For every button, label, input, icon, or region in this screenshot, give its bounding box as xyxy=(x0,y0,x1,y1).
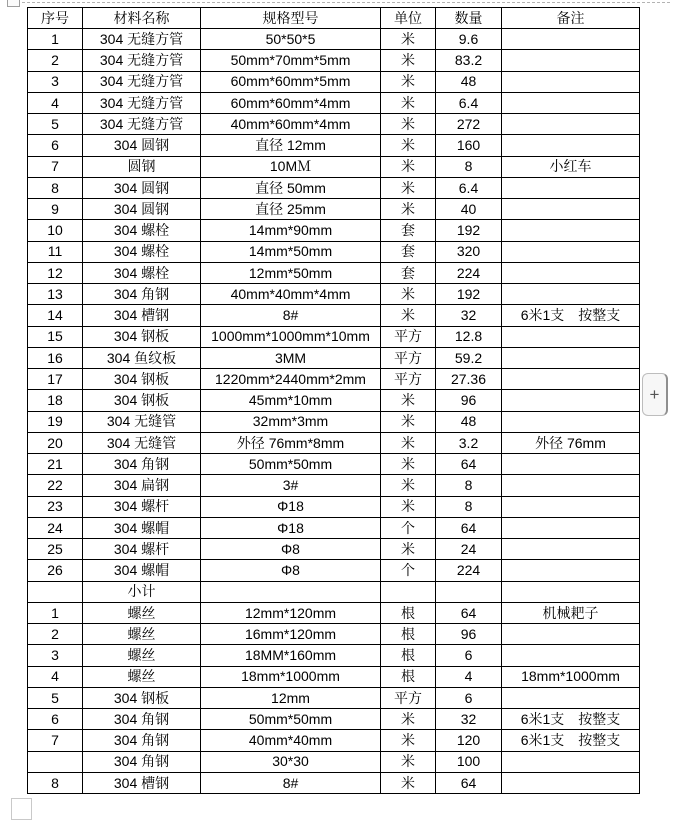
cell[interactable] xyxy=(502,135,640,156)
cell[interactable]: 6.4 xyxy=(436,177,502,198)
cell[interactable]: 24 xyxy=(28,517,83,538)
cell[interactable]: 304 钢板 xyxy=(83,369,201,390)
table-row xyxy=(28,560,640,581)
table-row xyxy=(28,305,640,326)
cell[interactable]: 米 xyxy=(381,411,436,432)
cell[interactable] xyxy=(502,772,640,793)
cell[interactable]: 米 xyxy=(381,50,436,71)
cell[interactable]: 2 xyxy=(28,50,83,71)
cell[interactable]: 直径 25mm xyxy=(201,199,381,220)
cell[interactable]: 64 xyxy=(436,602,502,623)
cell[interactable]: 平方 xyxy=(381,347,436,368)
cell[interactable]: 27.36 xyxy=(436,369,502,390)
cell[interactable]: 304 螺栓 xyxy=(83,220,201,241)
table-row xyxy=(28,347,640,368)
cell[interactable]: 304 角钢 xyxy=(83,454,201,475)
cell[interactable] xyxy=(502,262,640,283)
cell[interactable]: 21 xyxy=(28,454,83,475)
cell[interactable]: 根 xyxy=(381,666,436,687)
cell[interactable]: 直径 12mm xyxy=(201,135,381,156)
cell[interactable]: 17 xyxy=(28,369,83,390)
cell[interactable]: 25 xyxy=(28,539,83,560)
cell[interactable]: 12mm*50mm xyxy=(201,262,381,283)
cell[interactable]: 套 xyxy=(381,220,436,241)
cell[interactable]: 外径 76mm xyxy=(502,432,640,453)
cell[interactable] xyxy=(502,284,640,305)
cell[interactable]: 9 xyxy=(28,199,83,220)
cell[interactable] xyxy=(502,687,640,708)
header-cell-serial[interactable]: 序号 xyxy=(28,8,83,29)
cell[interactable]: 8 xyxy=(436,475,502,496)
table-row xyxy=(28,390,640,411)
cell[interactable] xyxy=(381,581,436,602)
cell[interactable]: 50mm*70mm*5mm xyxy=(201,50,381,71)
table-row xyxy=(28,411,640,432)
cell[interactable]: 米 xyxy=(381,29,436,50)
table-row xyxy=(28,199,640,220)
cell[interactable]: 13 xyxy=(28,284,83,305)
cell[interactable] xyxy=(502,326,640,347)
cell[interactable]: 304 钢板 xyxy=(83,390,201,411)
cell[interactable]: 螺丝 xyxy=(83,666,201,687)
cell[interactable]: 8 xyxy=(436,156,502,177)
cell[interactable]: 24 xyxy=(436,539,502,560)
table-row xyxy=(28,454,640,475)
cell[interactable] xyxy=(502,645,640,666)
cell[interactable]: 个 xyxy=(381,517,436,538)
cell[interactable]: 小红车 xyxy=(502,156,640,177)
header-cell-spec[interactable]: 规格型号 xyxy=(201,8,381,29)
cell[interactable]: 224 xyxy=(436,262,502,283)
cell[interactable] xyxy=(502,517,640,538)
cell[interactable] xyxy=(502,624,640,645)
cell[interactable]: 48 xyxy=(436,411,502,432)
cell[interactable]: 64 xyxy=(436,454,502,475)
cell[interactable]: 192 xyxy=(436,284,502,305)
cell[interactable]: 根 xyxy=(381,624,436,645)
cell[interactable]: 304 无缝方管 xyxy=(83,50,201,71)
cell[interactable]: 50mm*50mm xyxy=(201,454,381,475)
cell[interactable]: 直径 50mm xyxy=(201,177,381,198)
cell[interactable]: 米 xyxy=(381,71,436,92)
table-row xyxy=(28,71,640,92)
cell[interactable]: 304 槽钢 xyxy=(83,772,201,793)
cell[interactable]: 5 xyxy=(28,114,83,135)
table-row xyxy=(28,645,640,666)
cell[interactable]: 套 xyxy=(381,262,436,283)
cell[interactable] xyxy=(502,475,640,496)
cell[interactable]: 304 螺帽 xyxy=(83,517,201,538)
cell[interactable]: 米 xyxy=(381,751,436,772)
cell[interactable]: 12 xyxy=(28,262,83,283)
cell[interactable]: 米 xyxy=(381,92,436,113)
cell[interactable]: 32 xyxy=(436,305,502,326)
cell[interactable]: 26 xyxy=(28,560,83,581)
table-row xyxy=(28,772,640,793)
cell[interactable]: 192 xyxy=(436,220,502,241)
cell[interactable]: 1 xyxy=(28,29,83,50)
table-row xyxy=(28,581,640,602)
cell[interactable]: 米 xyxy=(381,390,436,411)
cell[interactable]: 6 xyxy=(28,135,83,156)
cell[interactable]: 12.8 xyxy=(436,326,502,347)
table-row xyxy=(28,220,640,241)
cell[interactable]: 50*50*5 xyxy=(201,29,381,50)
cell[interactable]: 8# xyxy=(201,772,381,793)
cell[interactable]: 8 xyxy=(436,496,502,517)
cell[interactable]: 40mm*40mm*4mm xyxy=(201,284,381,305)
cell[interactable]: 48 xyxy=(436,71,502,92)
cell[interactable] xyxy=(502,539,640,560)
table-row xyxy=(28,369,640,390)
table-row xyxy=(28,602,640,623)
cell[interactable]: 根 xyxy=(381,602,436,623)
cell[interactable]: 米 xyxy=(381,177,436,198)
cell[interactable]: 1000mm*1000mm*10mm xyxy=(201,326,381,347)
cell[interactable] xyxy=(28,751,83,772)
cell[interactable]: 12mm*120mm xyxy=(201,602,381,623)
cell[interactable]: 根 xyxy=(381,645,436,666)
cell[interactable]: 96 xyxy=(436,390,502,411)
cell[interactable]: 米 xyxy=(381,730,436,751)
cell[interactable]: 4 xyxy=(28,666,83,687)
cell[interactable]: 9.6 xyxy=(436,29,502,50)
header-cell-unit[interactable]: 单位 xyxy=(381,8,436,29)
cell[interactable]: 米 xyxy=(381,432,436,453)
cell[interactable]: Φ18 xyxy=(201,517,381,538)
cell[interactable]: 304 角钢 xyxy=(83,709,201,730)
materials-table xyxy=(27,7,640,794)
cell[interactable]: 米 xyxy=(381,772,436,793)
cell[interactable] xyxy=(502,71,640,92)
cell[interactable]: 4 xyxy=(436,666,502,687)
cell[interactable]: 米 xyxy=(381,709,436,730)
cell[interactable]: 米 xyxy=(381,305,436,326)
cell[interactable]: 304 圆钢 xyxy=(83,199,201,220)
cell[interactable] xyxy=(436,581,502,602)
cell[interactable] xyxy=(502,50,640,71)
cell[interactable]: 米 xyxy=(381,539,436,560)
cell[interactable]: 1220mm*2440mm*2mm xyxy=(201,369,381,390)
cell[interactable]: 6米1支 按整支 xyxy=(502,730,640,751)
cell[interactable] xyxy=(502,454,640,475)
table-body xyxy=(28,29,640,794)
cell[interactable]: 18mm*1000mm xyxy=(201,666,381,687)
cell[interactable]: 304 无缝方管 xyxy=(83,114,201,135)
cell[interactable] xyxy=(502,241,640,262)
cell[interactable]: 304 扁钢 xyxy=(83,475,201,496)
cell[interactable]: 304 螺杆 xyxy=(83,539,201,560)
cell[interactable]: 米 xyxy=(381,284,436,305)
cell[interactable]: 米 xyxy=(381,114,436,135)
cell[interactable] xyxy=(201,581,381,602)
cell[interactable]: 40 xyxy=(436,199,502,220)
cell[interactable]: 30*30 xyxy=(201,751,381,772)
cell[interactable]: 50mm*50mm xyxy=(201,709,381,730)
cell[interactable]: 32mm*3mm xyxy=(201,411,381,432)
table-row xyxy=(28,624,640,645)
cell[interactable]: 14mm*50mm xyxy=(201,241,381,262)
table-row xyxy=(28,666,640,687)
cell[interactable]: 8 xyxy=(28,772,83,793)
cell[interactable] xyxy=(502,114,640,135)
table-row xyxy=(28,156,640,177)
cell[interactable]: 4 xyxy=(28,92,83,113)
cell[interactable]: 120 xyxy=(436,730,502,751)
cell[interactable]: 16 xyxy=(28,347,83,368)
cell[interactable]: 320 xyxy=(436,241,502,262)
cell[interactable]: 304 角钢 xyxy=(83,751,201,772)
cell[interactable]: 外径 76mm*8mm xyxy=(201,432,381,453)
table-row xyxy=(28,496,640,517)
plus-icon: + xyxy=(649,385,660,404)
table-row xyxy=(28,751,640,772)
cell[interactable]: 304 角钢 xyxy=(83,284,201,305)
cell[interactable]: 平方 xyxy=(381,687,436,708)
table-row xyxy=(28,92,640,113)
cell[interactable]: 11 xyxy=(28,241,83,262)
cell[interactable]: 平方 xyxy=(381,369,436,390)
cell[interactable] xyxy=(502,29,640,50)
cell[interactable]: Φ8 xyxy=(201,539,381,560)
table-row xyxy=(28,177,640,198)
cell[interactable]: 套 xyxy=(381,241,436,262)
cell[interactable] xyxy=(502,369,640,390)
cell[interactable]: 60mm*60mm*4mm xyxy=(201,92,381,113)
cell[interactable]: 2 xyxy=(28,624,83,645)
cell[interactable]: 个 xyxy=(381,560,436,581)
cell[interactable]: 6米1支 按整支 xyxy=(502,709,640,730)
table-row xyxy=(28,326,640,347)
cell[interactable]: 304 无缝方管 xyxy=(83,29,201,50)
cell[interactable]: 304 鱼纹板 xyxy=(83,347,201,368)
cell[interactable]: 3# xyxy=(201,475,381,496)
cell[interactable]: 19 xyxy=(28,411,83,432)
cell[interactable] xyxy=(28,581,83,602)
cell[interactable] xyxy=(502,177,640,198)
table-row xyxy=(28,29,640,50)
cell[interactable]: 5 xyxy=(28,687,83,708)
cell[interactable]: 6 xyxy=(436,645,502,666)
header-cell-qty[interactable]: 数量 xyxy=(436,8,502,29)
cell[interactable]: 304 圆钢 xyxy=(83,177,201,198)
table-row xyxy=(28,709,640,730)
table-row xyxy=(28,262,640,283)
cell[interactable]: 304 螺栓 xyxy=(83,241,201,262)
cell[interactable]: Φ8 xyxy=(201,560,381,581)
table-row xyxy=(28,114,640,135)
cell[interactable]: 18 xyxy=(28,390,83,411)
header-cell-material[interactable]: 材料名称 xyxy=(83,8,201,29)
cell[interactable]: 160 xyxy=(436,135,502,156)
cell[interactable]: 6米1支 按整支 xyxy=(502,305,640,326)
cell[interactable]: 40mm*60mm*4mm xyxy=(201,114,381,135)
cell[interactable]: 米 xyxy=(381,156,436,177)
cell[interactable] xyxy=(502,411,640,432)
cell[interactable]: 7 xyxy=(28,730,83,751)
cell[interactable]: Φ18 xyxy=(201,496,381,517)
cell[interactable]: 304 螺栓 xyxy=(83,262,201,283)
cell[interactable]: 米 xyxy=(381,454,436,475)
cell[interactable]: 螺丝 xyxy=(83,645,201,666)
cell[interactable]: 米 xyxy=(381,199,436,220)
cell[interactable]: 304 无缝管 xyxy=(83,432,201,453)
cell[interactable]: 16mm*120mm xyxy=(201,624,381,645)
cell[interactable]: 64 xyxy=(436,772,502,793)
cell[interactable] xyxy=(502,560,640,581)
header-cell-remark[interactable]: 备注 xyxy=(502,8,640,29)
cell[interactable]: 304 钢板 xyxy=(83,687,201,708)
table-row xyxy=(28,517,640,538)
cell[interactable]: 3.2 xyxy=(436,432,502,453)
cell[interactable]: 272 xyxy=(436,114,502,135)
cell[interactable]: 12mm xyxy=(201,687,381,708)
cell[interactable]: 304 螺帽 xyxy=(83,560,201,581)
cell[interactable]: 40mm*40mm xyxy=(201,730,381,751)
cell[interactable]: 304 槽钢 xyxy=(83,305,201,326)
page-text-boundary xyxy=(22,2,670,3)
cell[interactable]: 304 无缝管 xyxy=(83,411,201,432)
cell[interactable]: 83.2 xyxy=(436,50,502,71)
cell[interactable] xyxy=(502,92,640,113)
cell[interactable]: 米 xyxy=(381,496,436,517)
cell[interactable] xyxy=(502,347,640,368)
table-row xyxy=(28,135,640,156)
cell[interactable]: 64 xyxy=(436,517,502,538)
cell[interactable]: 100 xyxy=(436,751,502,772)
cell[interactable]: 60mm*60mm*5mm xyxy=(201,71,381,92)
cell[interactable]: 8# xyxy=(201,305,381,326)
cell[interactable] xyxy=(502,199,640,220)
cell[interactable]: 304 无缝方管 xyxy=(83,71,201,92)
cell[interactable]: 304 无缝方管 xyxy=(83,92,201,113)
cell[interactable]: 米 xyxy=(381,135,436,156)
cell[interactable]: 6.4 xyxy=(436,92,502,113)
cell[interactable] xyxy=(502,751,640,772)
cell[interactable]: 10MＭ xyxy=(201,156,381,177)
table-row xyxy=(28,284,640,305)
cell[interactable]: 224 xyxy=(436,560,502,581)
cell[interactable]: 米 xyxy=(381,475,436,496)
cell[interactable]: 18mm*1000mm xyxy=(502,666,640,687)
cell[interactable]: 3MM xyxy=(201,347,381,368)
table-row xyxy=(28,475,640,496)
cell[interactable]: 螺丝 xyxy=(83,602,201,623)
table-row xyxy=(28,539,640,560)
cell[interactable]: 螺丝 xyxy=(83,624,201,645)
add-button[interactable] xyxy=(642,373,668,416)
table-row xyxy=(28,432,640,453)
cell[interactable]: 96 xyxy=(436,624,502,645)
bottom-left-widget[interactable] xyxy=(11,798,32,820)
cell[interactable]: 22 xyxy=(28,475,83,496)
cell[interactable]: 45mm*10mm xyxy=(201,390,381,411)
table-row xyxy=(28,687,640,708)
cell[interactable]: 15 xyxy=(28,326,83,347)
cell[interactable]: 8 xyxy=(28,177,83,198)
cell[interactable] xyxy=(502,581,640,602)
cell[interactable]: 圆钢 xyxy=(83,156,201,177)
cell[interactable]: 小计 xyxy=(83,581,201,602)
cell[interactable]: 20 xyxy=(28,432,83,453)
cell[interactable]: 304 角钢 xyxy=(83,730,201,751)
table-move-handle[interactable] xyxy=(7,0,20,7)
table-row xyxy=(28,50,640,71)
cell[interactable] xyxy=(502,390,640,411)
table-row xyxy=(28,241,640,262)
cell[interactable]: 7 xyxy=(28,156,83,177)
cell[interactable]: 32 xyxy=(436,709,502,730)
cell[interactable]: 6 xyxy=(28,709,83,730)
cell[interactable]: 机械耙子 xyxy=(502,602,640,623)
cell[interactable]: 平方 xyxy=(381,326,436,347)
cell[interactable]: 10 xyxy=(28,220,83,241)
cell[interactable]: 304 钢板 xyxy=(83,326,201,347)
cell[interactable]: 14 xyxy=(28,305,83,326)
cell[interactable]: 59.2 xyxy=(436,347,502,368)
cell[interactable]: 18MM*160mm xyxy=(201,645,381,666)
cell[interactable] xyxy=(502,496,640,517)
table-row xyxy=(28,730,640,751)
cell[interactable]: 1 xyxy=(28,602,83,623)
cell[interactable]: 3 xyxy=(28,71,83,92)
cell[interactable]: 304 螺杆 xyxy=(83,496,201,517)
cell[interactable]: 23 xyxy=(28,496,83,517)
header-row xyxy=(28,8,640,29)
cell[interactable] xyxy=(502,220,640,241)
cell[interactable]: 304 圆钢 xyxy=(83,135,201,156)
cell[interactable]: 3 xyxy=(28,645,83,666)
cell[interactable]: 6 xyxy=(436,687,502,708)
cell[interactable]: 14mm*90mm xyxy=(201,220,381,241)
